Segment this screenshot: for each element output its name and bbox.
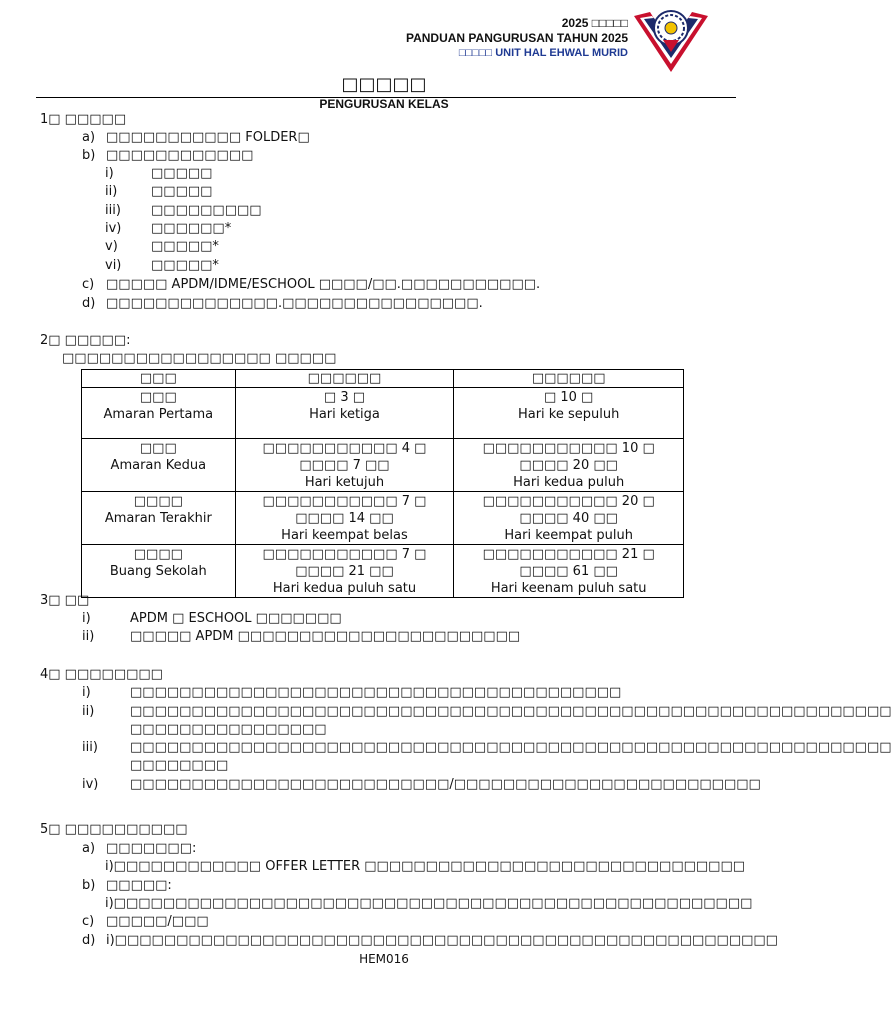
cell-line: □□□□□□□□□□□ 7 □: [262, 494, 427, 509]
item-text: i)□□□□□□□□□□□□□□□□□□□□□□□□□□□□□□□□□□□□□□□□□□□□□□□□□□□□□□: [106, 933, 778, 948]
section-1-sub-item: [105, 220, 231, 238]
cell-line: □□□□ 7 □□: [299, 458, 390, 473]
cell-line: Hari keenam puluh satu: [490, 581, 647, 596]
section-1-sub-item: [105, 257, 219, 275]
section-5-item-c: [82, 913, 209, 931]
table-cell: [235, 492, 454, 545]
cell-line: □□□□□□□□□□□ 4 □: [262, 441, 427, 456]
item-text: □□□□□□*: [151, 221, 232, 236]
cell-line: □□□□ 21 □□: [295, 564, 394, 579]
section-1-item-d: [82, 295, 483, 313]
cell-line: Hari ketujuh: [304, 475, 385, 490]
table-header: □□□□□□: [235, 370, 454, 388]
table-cell: [235, 439, 454, 492]
section-3-heading: 3□ □□: [40, 593, 90, 608]
item-marker: b): [82, 878, 96, 893]
cell-line: Hari kedua puluh: [513, 475, 625, 490]
cell-line: □□□□□□□□□□□ 21 □: [482, 547, 655, 562]
table-header: □□□: [82, 370, 236, 388]
table-cell: [454, 545, 684, 598]
item-marker: v): [105, 239, 118, 254]
item-text: □□□□□ APDM □□□□□□□□□□□□□□□□□□□□□□□: [130, 629, 521, 644]
item-marker: iii): [82, 740, 98, 755]
cell-line: Hari keempat belas: [281, 528, 408, 543]
cell-line: □□□□: [133, 494, 183, 509]
header-unit: UNIT HAL EHWAL MURID: [495, 47, 628, 59]
section-1-item-b: [82, 147, 253, 165]
item-marker: i): [105, 166, 114, 181]
item-text: APDM □ ESCHOOL □□□□□□□: [130, 611, 342, 626]
cell-line: □□□□ 61 □□: [519, 564, 618, 579]
cell-line: Amaran Kedua: [110, 458, 207, 473]
item-marker: d): [82, 933, 96, 948]
cell-line: □□□□ 20 □□: [519, 458, 618, 473]
item-text: □□□□□*: [151, 258, 219, 273]
cell-line: Hari ke sepuluh: [517, 407, 620, 422]
section-5-item-b-detail: i)□□□□□□□□□□□□□□□□□□□□□□□□□□□□□□□□□□□□□□□□□□□□□□□□□□□□: [105, 896, 753, 911]
table-row: [82, 492, 684, 545]
section-5-heading: 5□ □□□□□□□□□□: [40, 822, 188, 837]
table-cell: [82, 388, 236, 439]
section-1-heading: 1□ □□□□□: [40, 112, 127, 127]
page-footer-code: HEM016: [359, 952, 409, 966]
item-marker: iv): [82, 777, 99, 792]
item-text: □□□□□ APDM/IDME/ESCHOOL □□□□/□□.□□□□□□□□□□□.: [106, 277, 541, 292]
section-5-item-d: [82, 932, 778, 950]
item-marker: i): [82, 611, 91, 626]
item-text: □□□□□:: [106, 878, 172, 893]
item-marker: a): [82, 841, 96, 856]
item-text: □□□□□: [151, 166, 213, 181]
item-text: □□□□□□□□□□□ FOLDER□: [106, 130, 310, 145]
header-unit-line: [406, 46, 628, 61]
section-1-sub-item: [105, 238, 219, 256]
item-marker: ii): [82, 629, 95, 644]
header-unit-prefix: □□□□□: [458, 47, 493, 59]
item-text: □□□□□□□□□: [151, 203, 262, 218]
cell-line: □□□□: [133, 547, 183, 562]
section-4-item: [82, 739, 892, 757]
cell-line: □□□□□□□□□□□ 20 □: [482, 494, 655, 509]
cell-line: Buang Sekolah: [109, 564, 207, 579]
cell-line: □□□: [139, 441, 177, 456]
cell-line: □ 10 □: [543, 390, 594, 405]
table-header: □□□□□□: [454, 370, 684, 388]
table-cell: [82, 492, 236, 545]
section-1-sub-item: [105, 165, 212, 183]
cell-line: □□□□ 14 □□: [295, 511, 394, 526]
section-1-sub-item: [105, 183, 212, 201]
item-text: □□□□□/□□□: [106, 914, 209, 929]
item-marker: b): [82, 148, 96, 163]
document-title: □□□□□: [341, 74, 427, 95]
item-text: □□□□□□□□□□□□□□□□□□□□□□□□□□□□□□□□□□□□□□□□: [130, 685, 622, 700]
item-marker: iv): [105, 221, 122, 236]
item-text: □□□□□□□□□□□□□□.□□□□□□□□□□□□□□□□.: [106, 296, 483, 311]
section-4-heading: 4□ □□□□□□□□: [40, 667, 163, 682]
section-1-item-a: [82, 129, 310, 147]
section-2-intro: □□□□□□□□□□□□□□□□□ □□□□□: [62, 351, 337, 366]
cell-line: □□□□ 40 □□: [519, 511, 618, 526]
cell-line: Hari kedua puluh satu: [272, 581, 417, 596]
table-cell: [82, 545, 236, 598]
item-marker: a): [82, 130, 96, 145]
table-cell: [454, 439, 684, 492]
cell-line: Amaran Pertama: [103, 407, 214, 422]
item-marker: ii): [105, 184, 118, 199]
section-3-item: [82, 628, 520, 646]
cell-line: □□□□□□□□□□□ 10 □: [482, 441, 655, 456]
section-5-item-a-detail: i)□□□□□□□□□□□□ OFFER LETTER □□□□□□□□□□□□□□□□□□□□□□□□□□□□□□□: [105, 859, 746, 874]
cell-line: Hari ketiga: [309, 407, 380, 422]
section-4-item-continuation: □□□□□□□□□□□□□□□□: [130, 722, 327, 737]
section-1-sub-item: [105, 202, 262, 220]
item-text: □□□□□□□□□□□□□□□□□□□□□□□□□□□□□□□□□□□□□□□□□□□□□□□□□□□□□□□□□□□□□□: [130, 704, 892, 719]
item-text: □□□□□□□□□□□□: [106, 148, 254, 163]
item-text: □□□□□*: [151, 239, 219, 254]
section-3-item: [82, 610, 342, 628]
table-cell: [454, 388, 684, 439]
item-text: □□□□□□□□□□□□□□□□□□□□□□□□□□/□□□□□□□□□□□□□□□□□□□□□□□□□: [130, 777, 761, 792]
section-4-item: [82, 684, 621, 702]
warning-table: [81, 369, 684, 598]
item-marker: iii): [105, 203, 121, 218]
section-4-item: [82, 776, 761, 794]
table-row: [82, 388, 684, 439]
item-marker: vi): [105, 258, 122, 273]
document-subtitle: PENGURUSAN KELAS: [319, 97, 449, 111]
cell-line: □□□: [139, 390, 177, 405]
section-1-item-c: [82, 276, 540, 294]
section-5-item-a: [82, 840, 196, 858]
section-4-item-continuation: □□□□□□□□: [130, 758, 229, 773]
item-text: □□□□□: [151, 184, 213, 199]
table-cell: [235, 388, 454, 439]
item-marker: c): [82, 914, 95, 929]
header-title: PANDUAN PANGURUSAN TAHUN 2025: [405, 31, 628, 45]
section-4-item: [82, 703, 892, 721]
item-marker: i): [82, 685, 91, 700]
cell-line: Amaran Terakhir: [104, 511, 212, 526]
table-row: [82, 545, 684, 598]
table-cell: [235, 545, 454, 598]
cell-line: Hari keempat puluh: [504, 528, 633, 543]
item-text: □□□□□□□□□□□□□□□□□□□□□□□□□□□□□□□□□□□□□□□□□□□□□□□□□□□□□□□□□□□□□□: [130, 740, 892, 755]
cell-line: □ 3 □: [323, 390, 366, 405]
table-cell: [82, 439, 236, 492]
table-cell: [454, 492, 684, 545]
item-marker: c): [82, 277, 95, 292]
cell-line: □□□□□□□□□□□ 7 □: [262, 547, 427, 562]
item-marker: d): [82, 296, 96, 311]
school-logo-icon: [630, 6, 712, 74]
header-text: [406, 16, 628, 61]
table-header-row: [82, 370, 684, 388]
item-text: □□□□□□□:: [106, 841, 197, 856]
item-marker: ii): [82, 704, 95, 719]
header-year: 2025 □□□□□: [561, 16, 628, 30]
section-2-heading: 2□ □□□□□:: [40, 333, 131, 348]
section-5-item-b: [82, 877, 172, 895]
table-row: [82, 439, 684, 492]
